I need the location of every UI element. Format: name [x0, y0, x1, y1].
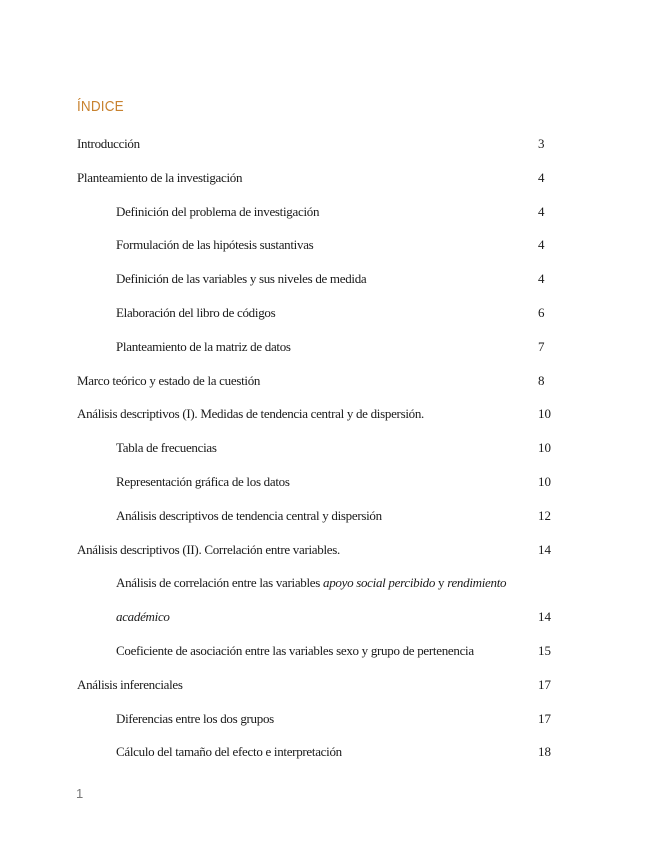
toc-entry-label: Representación gráfica de los datos: [116, 473, 290, 489]
toc-entry-page: 4: [538, 237, 545, 253]
toc-entry[interactable]: [0, 373, 655, 407]
toc-entry-page: 14: [538, 541, 551, 557]
toc-entry-label: Planteamiento de la matriz de datos: [116, 338, 291, 354]
toc-entry-page: 15: [538, 642, 551, 658]
toc-entry-label: Tabla de frecuencias: [116, 440, 217, 456]
toc-entry-page: 4: [538, 169, 545, 185]
toc-entry[interactable]: [0, 237, 655, 271]
toc-entry-page: 10: [538, 473, 551, 489]
toc-entry-label-continuation: académico: [116, 609, 170, 625]
toc-entry-page: 10: [538, 406, 551, 422]
toc-entry[interactable]: [0, 305, 655, 339]
toc-entry-label: Elaboración del libro de códigos: [116, 304, 276, 320]
toc-entry-page: 4: [538, 271, 545, 287]
toc-entry[interactable]: [0, 170, 655, 204]
toc-entry-label: Análisis descriptivos de tendencia central y dispersión: [116, 507, 382, 523]
toc-entry[interactable]: [0, 677, 655, 711]
toc-entry[interactable]: [0, 440, 655, 474]
toc-entry-page: 14: [538, 609, 551, 625]
toc-entry-label: Análisis descriptivos (II). Correlación entre variables.: [77, 541, 340, 557]
toc-entry-label: Definición de las variables y sus niveles de medida: [116, 271, 367, 287]
toc-entry[interactable]: [0, 508, 655, 542]
toc-entry-label: Introducción: [77, 136, 140, 151]
toc-entry-label: Coeficiente de asociación entre las variables sexo y grupo de pertenencia: [116, 642, 474, 658]
toc-entry-label: Marco teórico y estado de la cuestión: [77, 372, 261, 388]
toc-entry-page: 4: [538, 203, 545, 219]
toc-entry-page: 8: [538, 372, 545, 388]
toc-entry-label-text: y: [435, 575, 448, 591]
toc-entry-label-text: Análisis de correlación entre las variables: [116, 575, 323, 591]
toc-entry-label: Definición del problema de investigación: [116, 203, 320, 219]
toc-entry-page: 18: [538, 744, 551, 760]
toc-entry-page: 7: [538, 338, 545, 354]
toc-entry-page: 17: [538, 676, 551, 692]
toc-list: [0, 136, 655, 778]
toc-entry[interactable]: [0, 474, 655, 508]
toc-entry-page: 10: [538, 440, 551, 456]
toc-entry-page: 6: [538, 304, 545, 320]
toc-entry-label: [116, 575, 506, 591]
toc-entry[interactable]: [0, 204, 655, 238]
toc-entry-page: 3: [538, 136, 545, 151]
toc-entry-label: Formulación de las hipótesis sustantivas: [116, 237, 314, 253]
toc-entry[interactable]: [0, 136, 655, 170]
toc-entry-label: Análisis descriptivos (I). Medidas de tendencia central y de dispersión.: [77, 406, 424, 422]
page-number: 1: [76, 786, 84, 801]
toc-entry-label-italic: rendimiento: [447, 575, 507, 591]
toc-entry-label: Análisis inferenciales: [77, 676, 183, 692]
toc-entry-label-italic: apoyo social percibido: [323, 575, 436, 591]
toc-entry[interactable]: [0, 271, 655, 305]
toc-entry-label: Planteamiento de la investigación: [77, 169, 243, 185]
toc-entry-label: Diferencias entre los dos grupos: [116, 710, 274, 726]
toc-entry[interactable]: [0, 339, 655, 373]
toc-entry-label: Cálculo del tamaño del efecto e interpretación: [116, 744, 342, 760]
toc-entry[interactable]: [0, 575, 655, 643]
toc-entry-page: 12: [538, 507, 551, 523]
toc-entry[interactable]: [0, 406, 655, 440]
toc-entry[interactable]: [0, 711, 655, 745]
toc-entry[interactable]: [0, 542, 655, 576]
toc-entry[interactable]: [0, 744, 655, 778]
toc-entry[interactable]: [0, 643, 655, 677]
toc-entry-page: 17: [538, 710, 551, 726]
toc-title: ÍNDICE: [77, 98, 124, 115]
